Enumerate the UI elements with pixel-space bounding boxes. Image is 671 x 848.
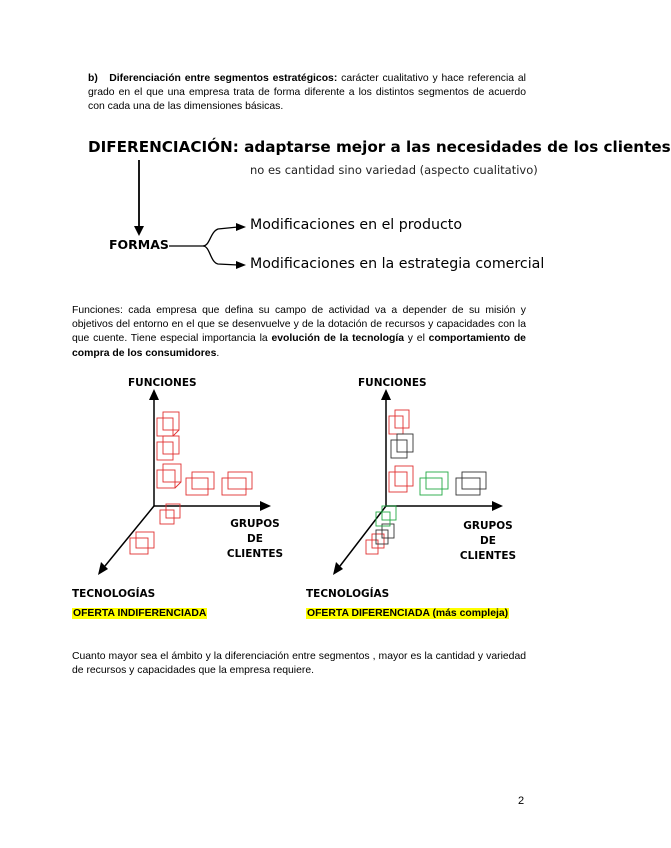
right-z-axis xyxy=(340,506,386,566)
funciones-bold-tecnologia: evolución de la tecnología xyxy=(271,333,405,345)
right-red-segments xyxy=(366,410,413,554)
funciones-text-3: . xyxy=(216,347,220,359)
branch-product: Modificaciones en el producto xyxy=(250,217,463,233)
closing-paragraph: Cuanto mayor sea el ámbito y la diferenciación entre segmentos , mayor es la cantidad y variedad de recursos y capacidades que la empresa requiere. xyxy=(72,651,526,677)
diagram-subtitle: no es cantidad sino variedad (aspecto cualitativo) xyxy=(250,163,538,177)
funciones-text-2: y el xyxy=(404,333,429,345)
left-axis-grupos-line1: GRUPOS DE xyxy=(230,518,280,545)
right-axis-grupos-line1: GRUPOS DE xyxy=(463,520,513,547)
right-axis-grupos-line2: CLIENTES xyxy=(459,550,517,562)
right-axis-tecnologias: TECNOLOGÍAS xyxy=(306,588,390,600)
section-b-marker: b) xyxy=(88,73,98,84)
left-axis-tecnologias: TECNOLOGÍAS xyxy=(72,588,156,600)
right-x-arrowhead xyxy=(492,501,503,511)
section-b-text: carácter cualitativo y hace referencia al grado en el que una empresa trata de forma diferente a los distintos segmentos de acuerdo con cada una de las dimensiones básicas. xyxy=(88,73,526,113)
formas-label: FORMAS xyxy=(109,237,169,252)
right-green-segments xyxy=(376,472,448,526)
funciones-bold-comportamiento: comportamiento de compra de los consumidores xyxy=(72,333,526,359)
right-caption-text: OFERTA DIFERENCIADA (más compleja) xyxy=(307,608,509,619)
funciones-text-1: Funciones: cada empresa que defina su campo de actividad va a depender de su misión y objetivos del entorno en el que se desenvuelve y de la dotación de recursos y capacidades con la que cuente. Tiene especial importancia la xyxy=(72,305,526,345)
section-b-title: Diferenciación entre segmentos estratégicos: xyxy=(109,73,338,84)
branch-strategy: Modificaciones en la estrategia comercial xyxy=(250,256,545,272)
left-axis-grupos-line2: CLIENTES xyxy=(226,548,284,560)
left-axis-funciones: FUNCIONES xyxy=(128,377,197,389)
diagram-heading: DIFERENCIACIÓN: adaptarse mejor a las necesidades de los clientes xyxy=(88,138,671,156)
right-y-arrowhead xyxy=(381,389,391,400)
right-axis-funciones: FUNCIONES xyxy=(358,377,427,389)
page-number: 2 xyxy=(518,795,525,807)
left-caption-text: OFERTA INDIFERENCIADA xyxy=(73,608,207,619)
